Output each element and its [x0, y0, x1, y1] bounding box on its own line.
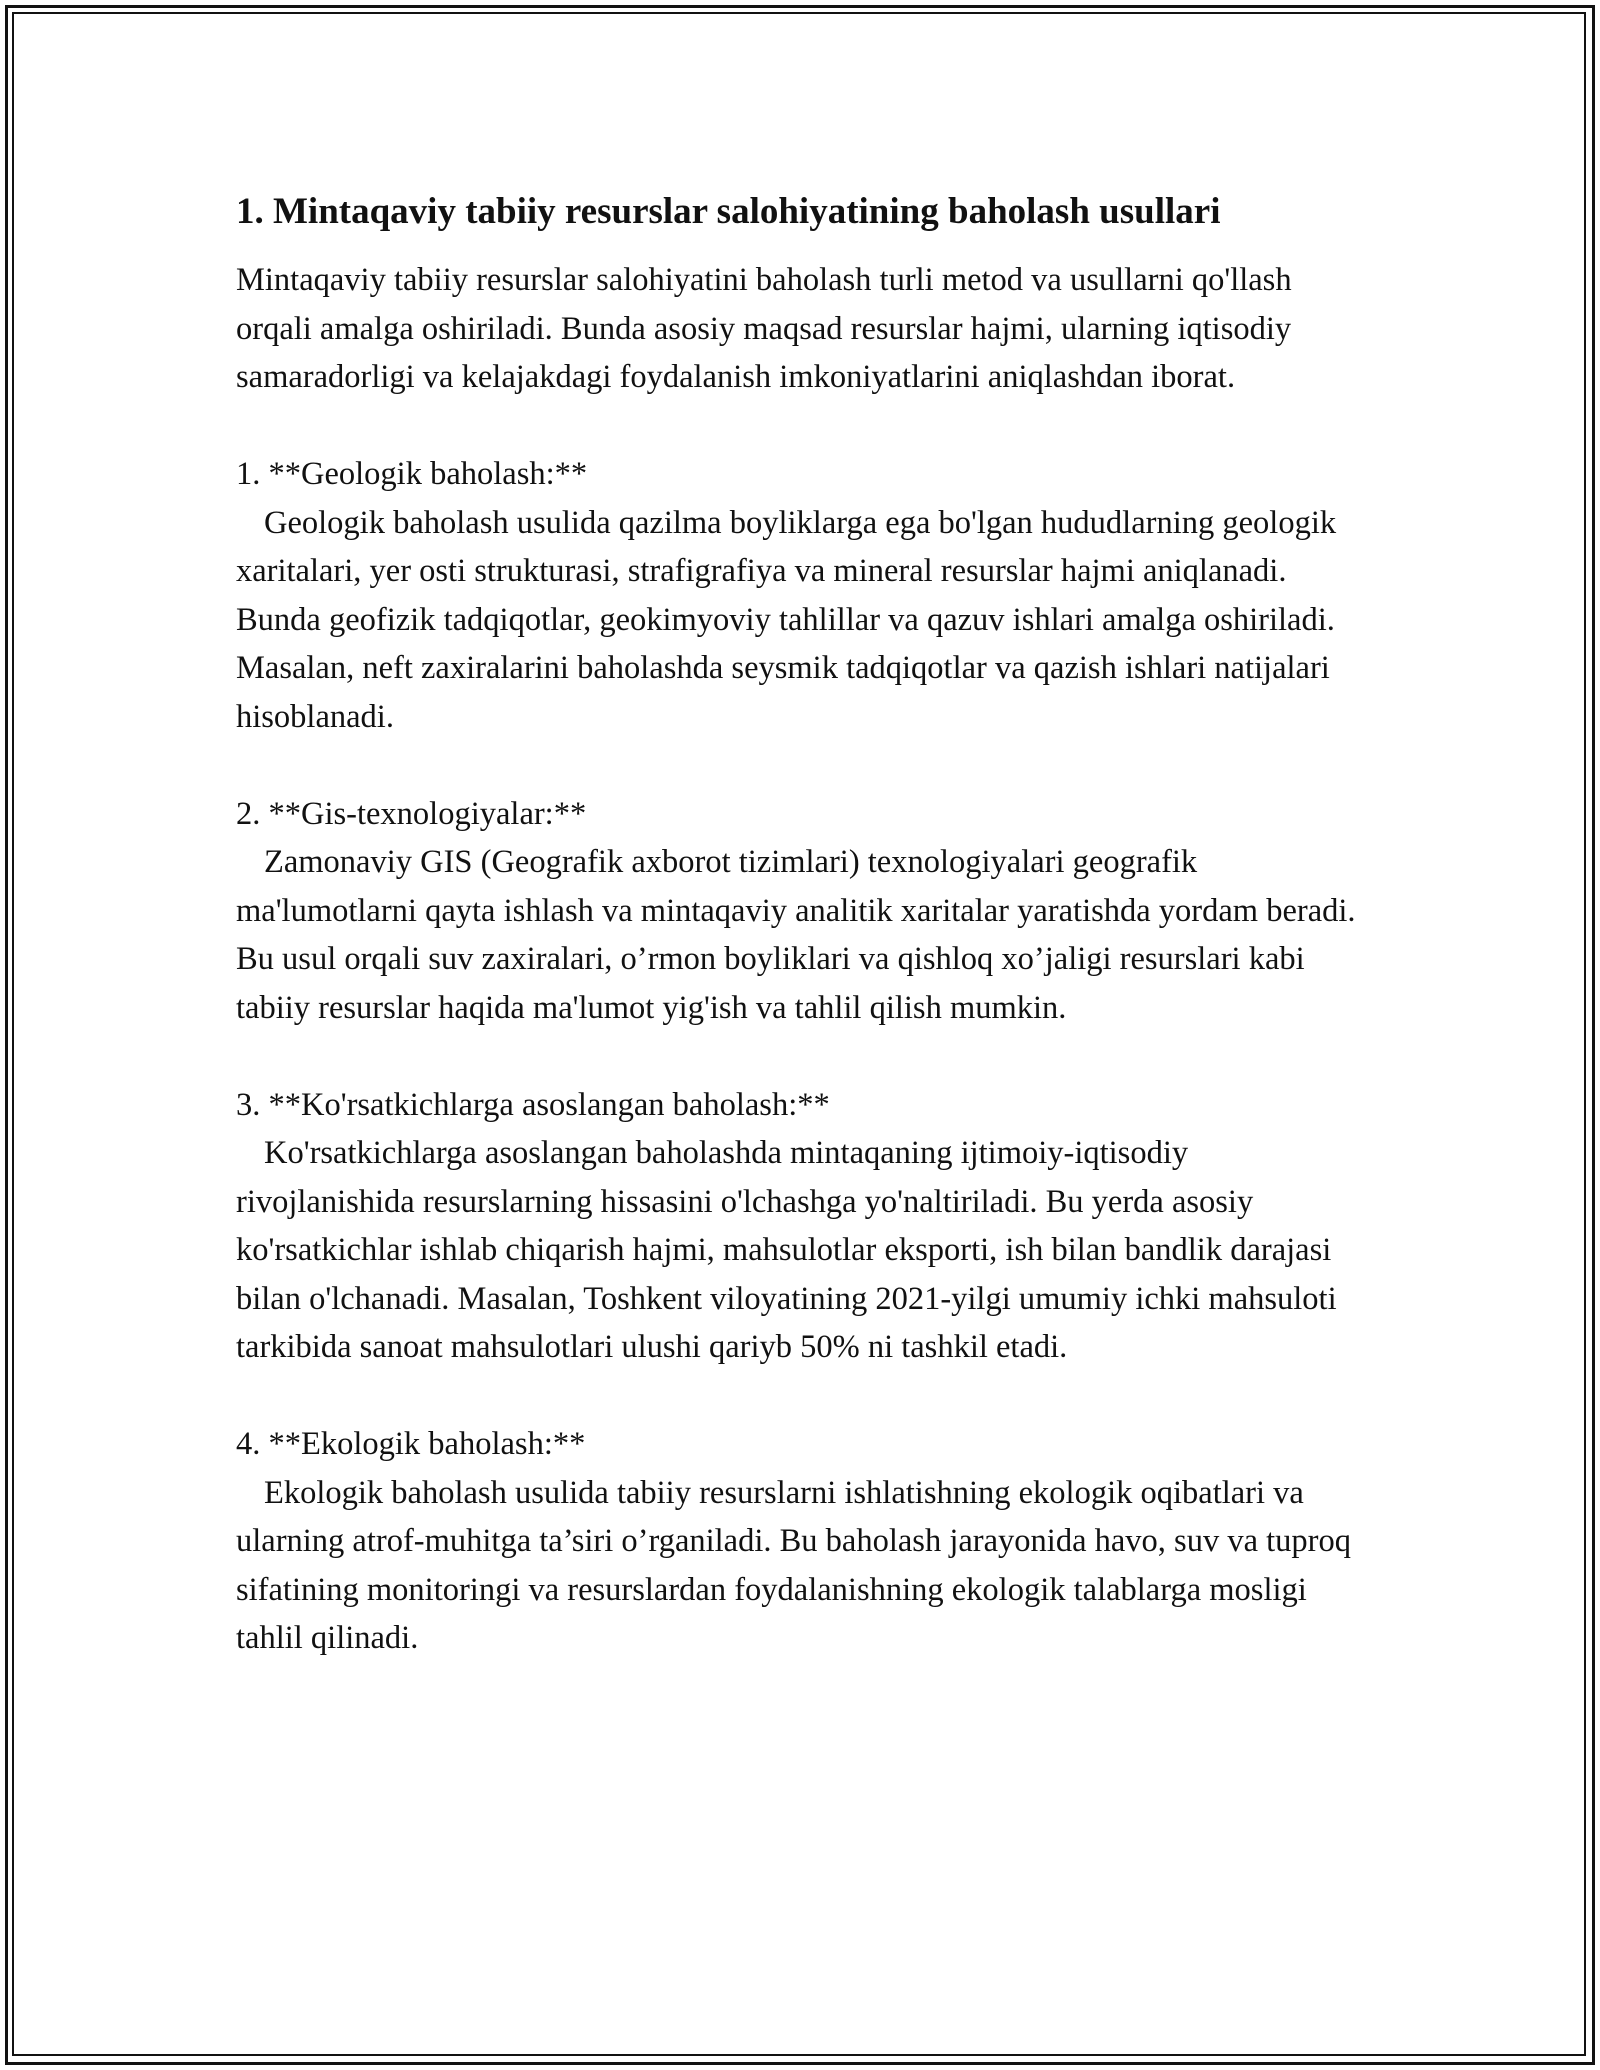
method-title: 1. **Geologik baholash:** [236, 456, 588, 492]
method-title: 2. **Gis-texnologiyalar:** [236, 795, 587, 832]
method-item-indicators [236, 1081, 1366, 1372]
method-item-gis [236, 790, 1366, 1033]
intro-paragraph: Mintaqaviy tabiiy resurslar salohiyatini baholash turli metod va usullarni qo'llash orqali amalga oshiriladi. Bunda asosiy maqsad resurslar hajmi, ularning iqtisodiy samaradorligi va kelajakdagi foydalanish imkoniyatlarini aniqlashdan iborat. [236, 262, 1292, 395]
method-title: 3. **Ko'rsatkichlarga asoslangan baholash:** [236, 1086, 830, 1123]
method-item-ecologic [236, 1420, 1366, 1663]
method-item-geologic [236, 450, 1366, 741]
method-title: 4. **Ekologik baholash:** [236, 1426, 586, 1462]
method-description: Zamonaviy GIS (Geografik axborot tizimlari) texnologiyalari geografik ma'lumotlarni qayta ishlash va mintaqaviy analitik xaritalar yaratishda yordam beradi. Bu usul orqali suv zaxiralari, o’rmon boyliklari va qishloq xo’jaligi resurslari kabi tabiiy resurslar haqida ma'lumot yig'ish va tahlil qilish mumkin. [236, 844, 1356, 1026]
document-body [236, 186, 1366, 1711]
method-description: Ko'rsatkichlarga asoslangan baholashda mintaqaning ijtimoiy-iqtisodiy rivojlanishida resurslarning hissasini o'lchashga yo'naltiriladi. Bu yerda asosiy ko'rsatkichlar ishlab chiqarish hajmi, mahsulotlar eksporti, ish bilan bandlik darajasi bilan o'lchanadi. Masalan, Toshkent viloyatining 2021-yilgi umumiy ichki mahsuloti tarkibida sanoat mahsulotlari ulushi qariyb 50% ni tashkil etadi. [236, 1135, 1337, 1365]
method-description: Geologik baholash usulida qazilma boyliklarga ega bo'lgan hududlarning geologik xaritalari, yer osti strukturasi, strafigrafiya va mineral resurslar hajmi aniqlanadi. Bunda geofizik tadqiqotlar, geokimyoviy tahlillar va qazuv ishlari amalga oshiriladi. Masalan, neft zaxiralarini baholashda seysmik tadqiqotlar va qazish ishlari natijalari hisoblanadi. [236, 504, 1337, 735]
section-heading: 1. Mintaqaviy tabiiy resurslar salohiyatining baholash usullari [236, 191, 1221, 232]
method-description: Ekologik baholash usulida tabiiy resurslarni ishlatishning ekologik oqibatlari va ularning atrof-muhitga ta’siri o’rganiladi. Bu baholash jarayonida havo, suv va tuproq sifatining monitoringi va resurslardan foydalanishning ekologik talablarga mosligi tahlil qilinadi. [236, 1474, 1351, 1656]
